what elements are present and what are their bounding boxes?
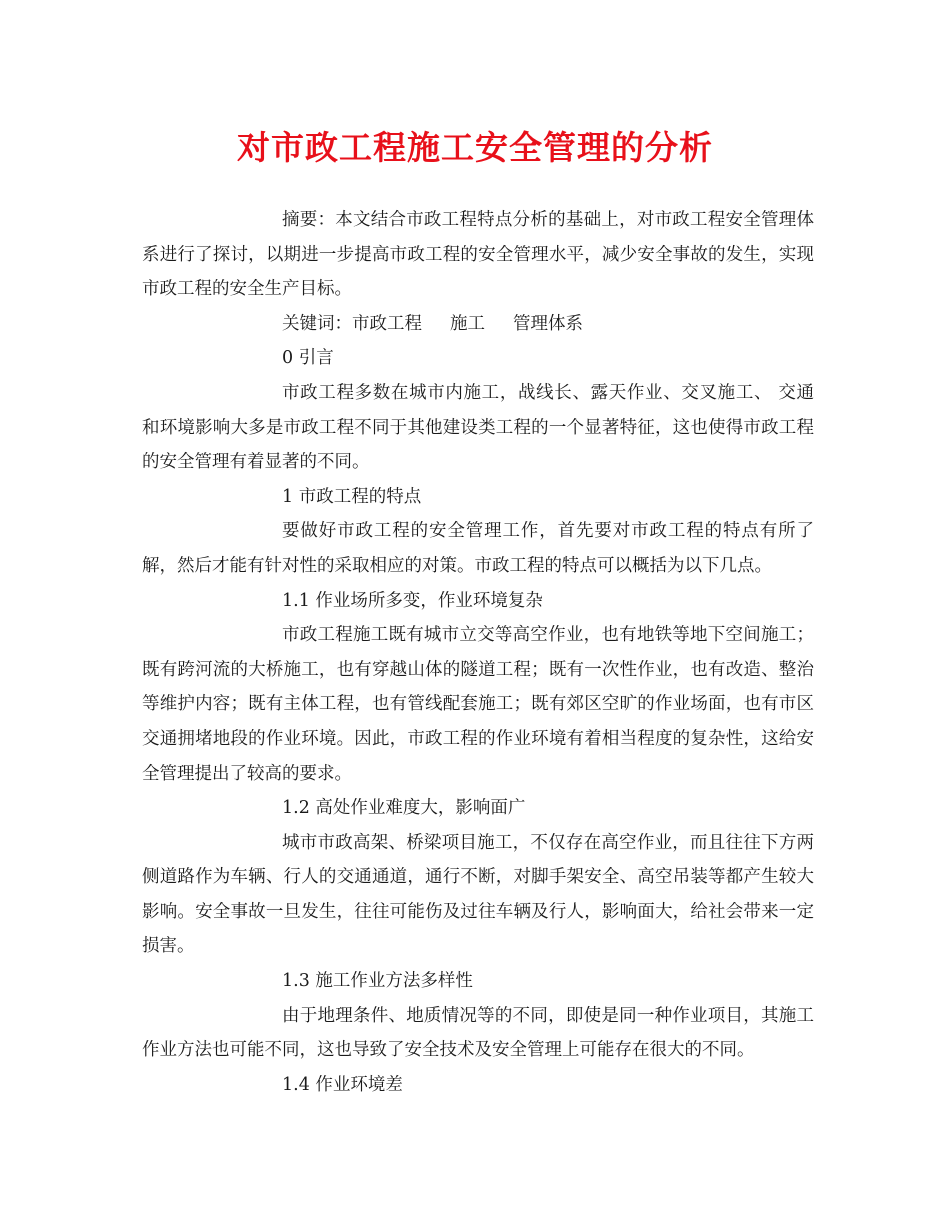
section-heading: 0 引言: [282, 348, 334, 369]
document-title: 对市政工程施工安全管理的分析: [237, 128, 713, 167]
section-heading: 1.1 作业场所多变，作业环境复杂: [282, 590, 543, 611]
section-heading: 1.3 施工作业方法多样性: [282, 971, 473, 992]
keyword: 市政工程: [352, 313, 422, 334]
abstract-paragraph: 摘要：本文结合市政工程特点分析的基础上，对市政工程安全管理体系进行了探讨，以期进一步提高市政工程的安全管理水平，减少安全事故的发生，实现市政工程的安全生产目标。: [142, 210, 814, 300]
keyword: 管理体系: [513, 313, 583, 334]
section-heading: 1.4 作业环境差: [282, 1074, 403, 1095]
section-paragraph: 由于地理条件、地质情况等的不同，即使是同一种作业项目，其施工作业方法也可能不同，这也导致了安全技术及安全管理上可能存在很大的不同。: [142, 1005, 814, 1061]
section-paragraph: 要做好市政工程的安全管理工作，首先要对市政工程的特点有所了解，然后才能有针对性的采取相应的对策。市政工程的特点可以概括为以下几点。: [142, 521, 814, 576]
keywords-line: [142, 307, 814, 342]
document-body: [142, 203, 814, 1102]
section-paragraph: 市政工程多数在城市内施工，战线长、露天作业、交叉施工、 交通 和环境影响大多是市政工程不同于其他建设类工程的一个显著特征，这也使得市政工程的安全管理有着显著的不同。: [142, 382, 814, 473]
keyword: 施工: [450, 313, 485, 334]
section-paragraph: 城市市政高架、桥梁项目施工，不仅存在高空作业，而且往往下方两侧道路作为车辆、行人的交通通道，通行不断，对脚手架安全、高空吊装等都产生较大影响。安全事故一旦发生，往往可能伤及过往车辆及行人，影响面大，给社会带来一定损害。: [142, 832, 814, 957]
keywords-label: 关键词：: [282, 313, 352, 334]
section-heading: 1 市政工程的特点: [282, 486, 422, 507]
section-paragraph: 市政工程施工既有城市立交等高空作业，也有地铁等地下空间施工；既有跨河流的大桥施工，也有穿越山体的隧道工程；既有一次性作业，也有改造、整治等维护内容；既有主体工程，也有管线配套施工；既有郊区空旷的作业场面，也有市区交通拥堵地段的作业环境。因此，市政工程的作业环境有着相当程度的复杂性，这给安全管理提出了较高的要求。: [142, 625, 814, 784]
section-heading: 1.2 高处作业难度大，影响面广: [282, 798, 526, 819]
